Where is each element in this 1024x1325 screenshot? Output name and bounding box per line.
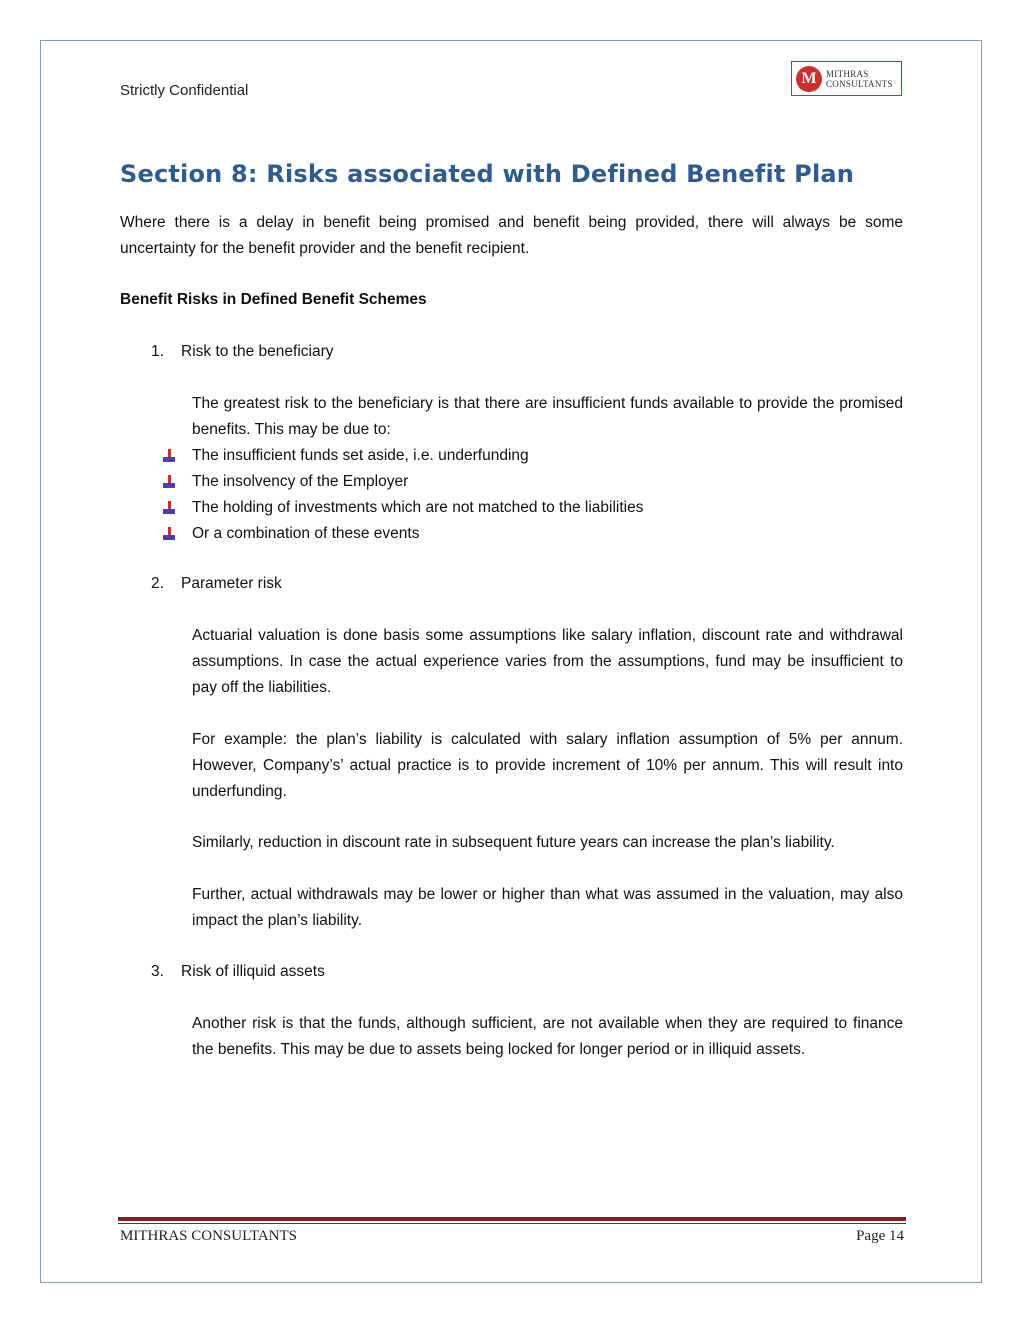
risk-title: Risk of illiquid assets bbox=[181, 963, 325, 980]
risk-1-bullet-list bbox=[162, 443, 643, 547]
page-number: Page 14 bbox=[856, 1228, 904, 1244]
footer-company: MITHRAS CONSULTANTS bbox=[120, 1228, 298, 1244]
risk-2-paragraph-4: Further, actual withdrawals may be lower or higher than what was assumed in the valuation, may also impact the plan’s liability. bbox=[192, 886, 903, 929]
confidential-label: Strictly Confidential bbox=[120, 82, 249, 99]
arrow-bullet-icon bbox=[162, 501, 176, 515]
risk-number: 1. bbox=[151, 343, 164, 360]
risk-2-paragraph-3: Similarly, reduction in discount rate in subsequent future years can increase the plan’s liability. bbox=[192, 834, 835, 851]
risk-item-3 bbox=[151, 959, 325, 985]
bullet-text: The insufficient funds set aside, i.e. underfunding bbox=[192, 447, 529, 464]
logo-text bbox=[826, 69, 893, 89]
bullet-text: The holding of investments which are not matched to the liabilities bbox=[192, 499, 644, 516]
footer-rule bbox=[118, 1217, 906, 1221]
arrow-bullet-icon bbox=[162, 449, 176, 463]
section-title: Section 8: Risks associated with Defined Benefit Plan bbox=[120, 160, 855, 188]
logo-line-1: MITHRAS bbox=[826, 68, 869, 79]
list-item bbox=[162, 469, 643, 495]
list-item bbox=[162, 495, 643, 521]
list-item bbox=[162, 521, 643, 547]
bullet-text: The insolvency of the Employer bbox=[192, 473, 409, 490]
risk-2-paragraph-1: Actuarial valuation is done basis some assumptions like salary inflation, discount rate and withdrawal assumptions. In case the actual experience varies from the assumptions, fund may be insufficient to pay off the liabilities. bbox=[192, 627, 903, 696]
risk-title: Parameter risk bbox=[181, 575, 282, 592]
subheading: Benefit Risks in Defined Benefit Schemes bbox=[120, 291, 427, 308]
risk-number: 2. bbox=[151, 575, 164, 592]
arrow-bullet-icon bbox=[162, 527, 176, 541]
risk-1-paragraph: The greatest risk to the beneficiary is that there are insufficient funds available to provide the promised benefits. This may be due to: bbox=[192, 395, 903, 438]
logo-mark-icon: M bbox=[796, 66, 822, 92]
risk-title: Risk to the beneficiary bbox=[181, 343, 334, 360]
risk-item-1 bbox=[151, 339, 334, 365]
risk-3-paragraph: Another risk is that the funds, although sufficient, are not available when they are required to finance the benefits. This may be due to assets being locked for longer period or in illiquid assets. bbox=[192, 1015, 903, 1058]
footer-rule-thin bbox=[118, 1223, 906, 1224]
list-item bbox=[162, 443, 643, 469]
risk-number: 3. bbox=[151, 963, 164, 980]
company-logo bbox=[791, 61, 902, 96]
arrow-bullet-icon bbox=[162, 475, 176, 489]
risk-2-paragraph-2: For example: the plan’s liability is calculated with salary inflation assumption of 5% per annum. However, Company’s’ actual practice is to provide increment of 10% per annum. This will result into underfunding. bbox=[192, 731, 903, 800]
logo-line-2: CONSULTANTS bbox=[826, 78, 893, 89]
risk-item-2 bbox=[151, 571, 282, 597]
intro-paragraph: Where there is a delay in benefit being promised and benefit being provided, there will always be some uncertainty for the benefit provider and the benefit recipient. bbox=[120, 214, 903, 257]
bullet-text: Or a combination of these events bbox=[192, 525, 420, 542]
